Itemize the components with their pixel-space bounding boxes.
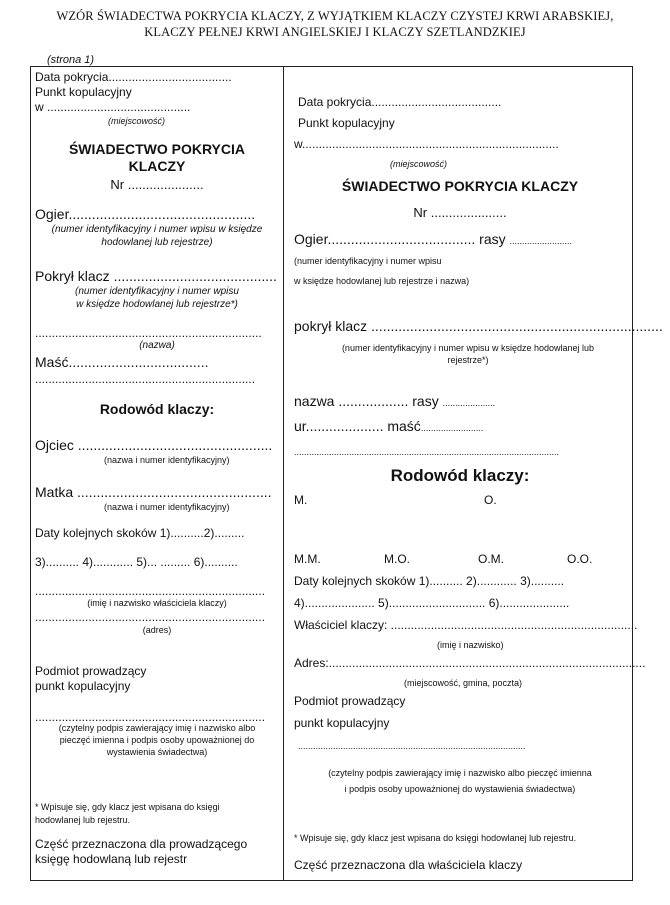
right-date-field: Data pokrycia.......................................	[298, 95, 502, 109]
right-jump-dates-2: 4)..................... 5)............................. 6).....................	[294, 596, 570, 610]
left-stallion-note-1: (numer identyfikacyjny i numer wpisu w księdze	[51, 224, 263, 235]
right-entity-label-2: punkt kopulacyjny	[294, 716, 390, 730]
left-part-label-1: Część przeznaczona dla prowadzącego	[35, 837, 248, 851]
right-pedigree-mm: M.M.	[294, 552, 321, 566]
left-colour-line: ..................................................................	[35, 372, 256, 386]
right-address-field: Adres:...............................................................................................	[294, 656, 646, 670]
right-stallion-label: Ogier...................................... rasy	[294, 231, 506, 247]
right-name-breed-dots: .....................	[442, 398, 496, 408]
left-jump-dates-2: 3).......... 4)............ 5)... ......... 6)..........	[35, 555, 238, 569]
page-label: (strona 1)	[47, 54, 95, 66]
left-father-note: (nazwa i numer identyfikacyjny)	[104, 455, 230, 465]
right-owner-note: (imię i nazwisko)	[437, 640, 504, 650]
left-colour-field: Maść....................................	[35, 354, 209, 370]
right-signature-note-1: (czytelny podpis zawierający imię i nazwisko albo pieczęć imienna	[328, 768, 592, 778]
right-location-note: (miejscowość)	[390, 159, 448, 169]
left-owner-line: .....................................................................	[35, 584, 266, 598]
right-dotted-line: ..........................................................................................................	[294, 447, 560, 457]
left-covered-note-1: (numer identyfikacyjny i numer wpisu	[75, 286, 239, 297]
left-certificate-title-2: KLACZY	[128, 158, 186, 174]
left-certificate-title-1: ŚWIADECTWO POKRYCIA	[68, 141, 246, 157]
right-name-breed-field	[294, 393, 495, 409]
right-pedigree-o: O.	[484, 493, 497, 507]
right-birth-colour-field	[294, 418, 483, 434]
left-address-note: (adres)	[142, 625, 172, 635]
left-signature-line: .....................................................................	[35, 710, 266, 724]
right-stallion-note-1: (numer identyfikacyjny i numer wpisu	[294, 256, 442, 266]
left-footnote-2: hodowlanej lub rejestru.	[35, 815, 131, 825]
right-location-field: w.............................................................................	[294, 137, 559, 151]
left-pedigree-heading: Rodowód klaczy:	[99, 401, 215, 417]
left-mother-field: Matka ..................................................	[35, 484, 272, 500]
right-covered-mare-field: pokrył klacz ...........................................................................	[294, 318, 663, 334]
column-divider	[283, 66, 284, 881]
left-footnote-1: * Wpisuje się, gdy klacz jest wpisana do księgi	[35, 802, 220, 812]
left-part-label-2: księgę hodowlaną lub rejestr	[35, 852, 188, 866]
right-signature-line: ...........................................................................................	[298, 741, 526, 751]
left-entity-label-1: Podmiot prowadzący	[35, 664, 147, 678]
left-father-field: Ojciec ..................................................	[35, 437, 273, 453]
right-address-note: (miejscowość, gmina, poczta)	[404, 678, 523, 688]
right-signature-note-2: i podpis osoby upoważnionej do wystawienia świadectwa)	[344, 784, 576, 794]
left-location-note: (miejscowość)	[108, 116, 166, 126]
document-title-line-1: WZÓR ŚWIADECTWA POKRYCIA KLACZY, Z WYJĄTKIEM KLACZY CZYSTEJ KRWI ARABSKIEJ,	[56, 9, 614, 23]
right-certificate-title: ŚWIADECTWO POKRYCIA KLACZY	[341, 178, 579, 194]
left-jump-dates-1: Daty kolejnych skoków 1)..........2).........	[35, 526, 245, 540]
right-pedigree-mo: M.O.	[384, 552, 410, 566]
right-pedigree-om: O.M.	[478, 552, 504, 566]
document-title-line-2: KLACZY PEŁNEJ KRWI ANGIELSKIEJ I KLACZY SZETLANDZKIEJ	[144, 25, 526, 39]
right-owner-field: Właściciel klaczy: ..........................................................................	[294, 618, 638, 632]
left-entity-label-2: punkt kopulacyjny	[35, 679, 131, 693]
left-mother-note: (nazwa i numer identyfikacyjny)	[104, 502, 230, 512]
right-number-field: Nr .....................	[413, 205, 507, 220]
left-stallion-field: Ogier................................................	[35, 206, 256, 222]
left-covered-mare-field: Pokrył klacz ..........................................	[35, 268, 277, 284]
right-stallion-field	[294, 231, 572, 247]
left-stallion-note-2: hodowlanej lub rejestrze)	[101, 237, 213, 248]
right-point-label: Punkt kopulacyjny	[298, 116, 395, 130]
left-mare-name-line: ....................................................................	[35, 326, 262, 340]
right-birth-label: ur.................... maść	[294, 418, 421, 434]
right-pedigree-oo: O.O.	[567, 552, 593, 566]
right-stallion-note-2: w księdze hodowlanej lub rejestrze i nazwa)	[294, 276, 470, 286]
left-location-field: w ...........................................	[35, 100, 191, 114]
right-entity-label-1: Podmiot prowadzący	[294, 694, 406, 708]
right-part-label: Część przeznaczona dla właściciela klaczy	[294, 858, 523, 872]
right-pedigree-m: M.	[294, 493, 308, 507]
left-signature-note-2: pieczęć imienna i podpis osoby upoważnionej do	[59, 735, 255, 745]
left-date-field: Data pokrycia.....................................	[35, 70, 232, 84]
right-covered-note-2: rejestrze*)	[447, 355, 489, 365]
left-point-label: Punkt kopulacyjny	[35, 85, 132, 99]
right-covered-note-1: (numer identyfikacyjny i numer wpisu w księdze hodowlanej lub	[341, 343, 595, 353]
right-colour-dots: .........................	[420, 423, 484, 433]
right-name-label: nazwa .................. rasy	[294, 393, 439, 409]
right-pedigree-heading: Rodowód klaczy:	[390, 466, 530, 485]
left-signature-note-1: (czytelny podpis zawierający imię i nazwisko albo	[58, 723, 256, 733]
left-owner-note: (imię i nazwisko właściciela klaczy)	[87, 598, 227, 608]
left-name-note: (nazwa)	[139, 340, 175, 351]
left-covered-note-2: w księdze hodowlanej lub rejestrze*)	[76, 299, 238, 310]
right-stallion-breed-dots: .........................	[509, 236, 573, 246]
left-address-line: .....................................................................	[35, 610, 266, 624]
left-number-field: Nr .....................	[110, 177, 204, 192]
right-jump-dates-1: Daty kolejnych skoków 1).......... 2)............ 3)..........	[294, 574, 565, 588]
right-footnote: * Wpisuje się, gdy klacz jest wpisana do księgi hodowlanej lub rejestru.	[294, 833, 577, 843]
left-signature-note-3: wystawienia świadectwa)	[106, 747, 208, 757]
